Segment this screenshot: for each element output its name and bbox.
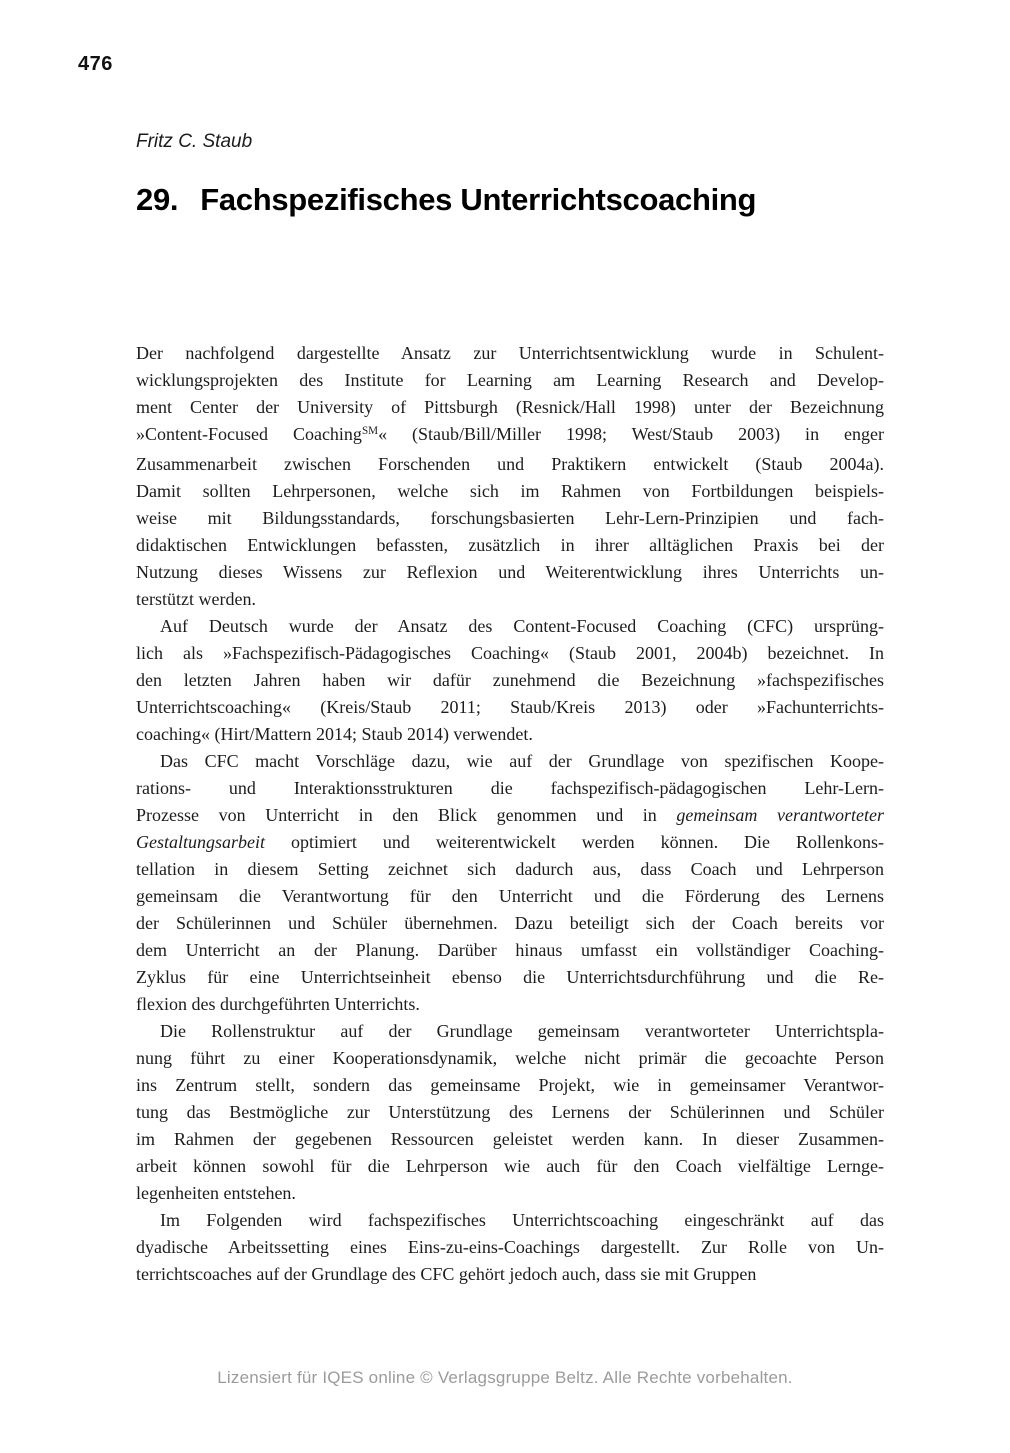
text-segment: rations- und Interaktionsstrukturen die fachspezifisch-pädagogischen Lehr-Lern- (136, 778, 884, 798)
text-segment: tellation in diesem Setting zeichnet sich dadurch aus, dass Coach und Lehrperson (136, 859, 884, 879)
text-segment: legenheiten entstehen. (136, 1183, 296, 1203)
text-segment: nung führt zu einer Kooperationsdynamik, welche nicht primär die gecoachte Person (136, 1048, 884, 1068)
text-line (136, 1261, 884, 1288)
text-segment: gemeinsam verantworteter (676, 805, 884, 825)
text-line (136, 748, 884, 775)
text-segment: Der nachfolgend dargestellte Ansatz zur Unterrichtsentwicklung wurde in Schulent- (136, 343, 884, 363)
text-line (136, 1072, 884, 1099)
text-line (136, 1207, 884, 1234)
paragraph (136, 748, 884, 1018)
text-segment: gemeinsam die Verantwortung für den Unterricht und die Förderung des Lernens (136, 886, 884, 906)
text-line (136, 532, 884, 559)
text-line (136, 1099, 884, 1126)
page-number: 476 (78, 53, 113, 75)
chapter-title: Fachspezifisches Unterrichtscoaching (200, 182, 757, 217)
text-segment: Auf Deutsch wurde der Ansatz des Content-Focused Coaching (CFC) ursprüng- (160, 616, 884, 636)
text-segment: terstützt werden. (136, 589, 256, 609)
text-segment: »Content-Focused Coaching (136, 424, 362, 444)
text-line (136, 478, 884, 505)
paragraph (136, 1018, 884, 1207)
trademark-superscript: SM (361, 425, 379, 438)
author-name: Fritz C. Staub (136, 131, 253, 152)
chapter-heading (136, 182, 756, 218)
text-line (136, 505, 884, 532)
paragraph (136, 340, 884, 613)
text-line (136, 640, 884, 667)
text-segment: dem Unterricht an der Planung. Darüber hinaus umfasst ein vollständiger Coaching- (136, 940, 884, 960)
text-segment: der Schülerinnen und Schüler übernehmen. Dazu beteiligt sich der Coach bereits vor (136, 913, 884, 933)
text-segment: im Rahmen der gegebenen Ressourcen geleistet werden kann. In dieser Zusammen- (136, 1129, 884, 1149)
text-line (136, 829, 884, 856)
text-segment: dyadische Arbeitssetting eines Eins-zu-eins-Coachings dargestellt. Zur Rolle von Un- (136, 1237, 884, 1257)
text-line (136, 613, 884, 640)
text-line (136, 964, 884, 991)
text-line (136, 694, 884, 721)
text-line (136, 586, 884, 613)
text-line (136, 394, 884, 421)
text-segment: Zusammenarbeit zwischen Forschenden und Praktikern entwickelt (Staub 2004a). (136, 454, 884, 474)
text-segment: terrichtscoaches auf der Grundlage des CFC gehört jedoch auch, dass sie mit Gruppen (136, 1264, 757, 1284)
text-segment: tung das Bestmögliche zur Unterstützung des Lernens der Schülerinnen und Schüler (136, 1102, 884, 1122)
text-line (136, 910, 884, 937)
text-segment: Damit sollten Lehrpersonen, welche sich im Rahmen von Fortbildungen beispiels- (136, 481, 884, 501)
text-segment: coaching« (Hirt/Mattern 2014; Staub 2014) verwendet. (136, 724, 533, 744)
text-line (136, 1018, 884, 1045)
text-segment: Im Folgenden wird fachspezifisches Unterrichtscoaching eingeschränkt auf das (160, 1210, 884, 1230)
text-line (136, 559, 884, 586)
text-line (136, 667, 884, 694)
body-text (136, 340, 884, 1288)
text-segment: arbeit können sowohl für die Lehrperson wie auch für den Coach vielfältige Lernge- (136, 1156, 884, 1176)
text-line (136, 1180, 884, 1207)
text-segment: lich als »Fachspezifisch-Pädagogisches Coaching« (Staub 2001, 2004b) bezeichnet. In (136, 643, 884, 663)
text-line (136, 856, 884, 883)
chapter-number: 29. (136, 182, 179, 217)
text-segment: den letzten Jahren haben wir dafür zunehmend die Bezeichnung »fachspezifisches (136, 670, 884, 690)
text-line (136, 991, 884, 1018)
text-segment: ins Zentrum stellt, sondern das gemeinsame Projekt, wie in gemeinsamer Verantwor- (136, 1075, 884, 1095)
text-line (136, 775, 884, 802)
text-segment: Zyklus für eine Unterrichtseinheit ebenso die Unterrichtsdurchführung und die Re- (136, 967, 884, 987)
text-line (136, 1234, 884, 1261)
text-segment: didaktischen Entwicklungen befassten, zusätzlich in ihrer alltäglichen Praxis bei der (136, 535, 884, 555)
text-line (136, 883, 884, 910)
text-segment: Unterrichtscoaching« (Kreis/Staub 2011; Staub/Kreis 2013) oder »Fachunterrichts- (136, 697, 884, 717)
text-line (136, 721, 884, 748)
text-segment: weise mit Bildungsstandards, forschungsbasierten Lehr-Lern-Prinzipien und fach- (136, 508, 884, 528)
text-line (136, 421, 884, 451)
text-segment: optimiert und weiterentwickelt werden können. Die Rollenkons- (265, 832, 884, 852)
footer-license-note: Lizensiert für IQES online © Verlagsgruppe Beltz. Alle Rechte vorbehalten. (217, 1368, 793, 1387)
paragraph (136, 1207, 884, 1288)
text-segment: « (Staub/Bill/Miller 1998; West/Staub 2003) in enger (378, 424, 884, 444)
text-line (136, 802, 884, 829)
text-line (136, 1153, 884, 1180)
text-segment: Die Rollenstruktur auf der Grundlage gemeinsam verantworteter Unterrichtspla- (160, 1021, 884, 1041)
text-line (136, 451, 884, 478)
text-line (136, 367, 884, 394)
text-segment: wicklungsprojekten des Institute for Learning am Learning Research and Develop- (136, 370, 884, 390)
text-segment: Gestaltungsarbeit (136, 832, 265, 852)
text-segment: ment Center der University of Pittsburgh (Resnick/Hall 1998) unter der Bezeichnung (136, 397, 884, 417)
text-line (136, 340, 884, 367)
text-line (136, 1126, 884, 1153)
text-segment: Prozesse von Unterricht in den Blick genommen und in (136, 805, 677, 825)
text-segment: Das CFC macht Vorschläge dazu, wie auf der Grundlage von spezifischen Koope- (160, 751, 884, 771)
text-line (136, 937, 884, 964)
text-segment: Nutzung dieses Wissens zur Reflexion und Weiterentwicklung ihres Unterrichts un- (136, 562, 884, 582)
text-line (136, 1045, 884, 1072)
text-segment: flexion des durchgeführten Unterrichts. (136, 994, 420, 1014)
paragraph (136, 613, 884, 748)
